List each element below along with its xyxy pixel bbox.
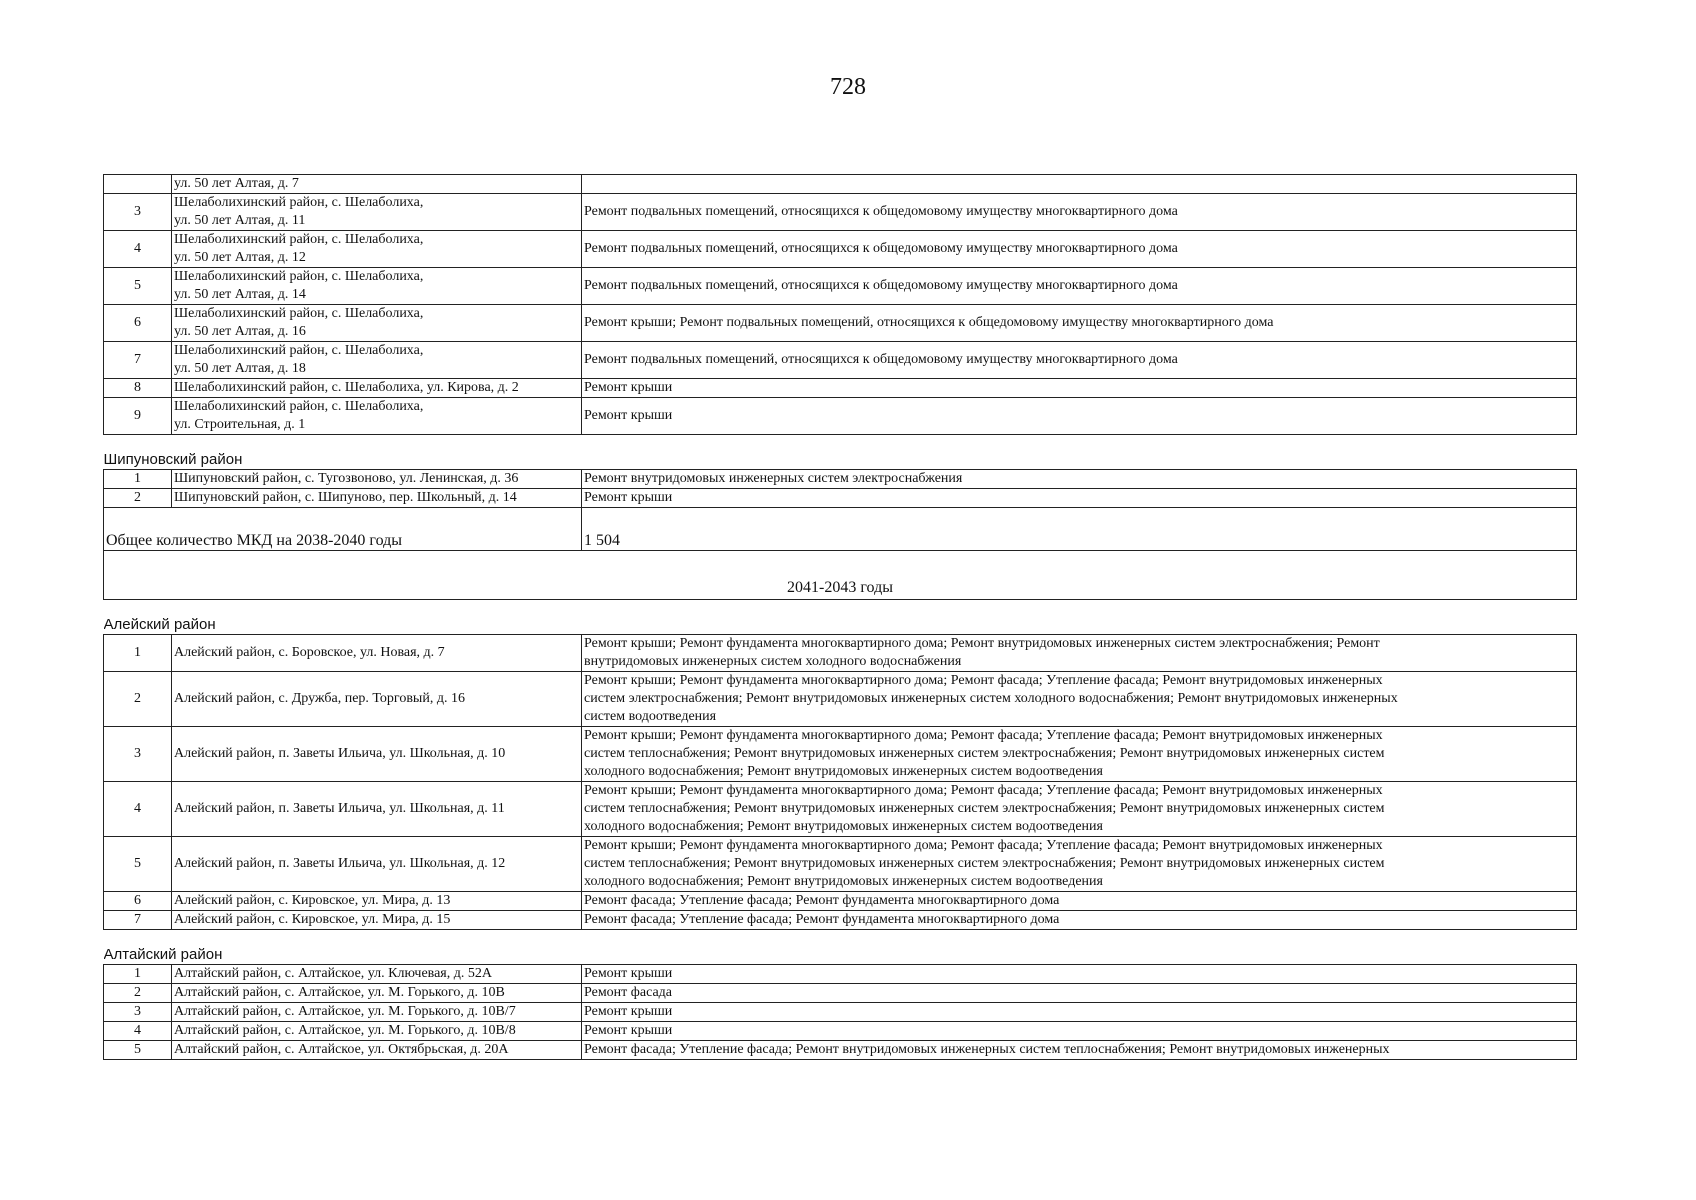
address-cell: Алтайский район, с. Алтайское, ул. М. Горького, д. 10В/8 <box>172 1022 582 1041</box>
table-row <box>104 398 1577 435</box>
work-cell: Ремонт внутридомовых инженерных систем электроснабжения <box>582 470 1577 489</box>
address-cell: Шелаболихинский район, с. Шелаболиха, ул. 50 лет Алтая, д. 14 <box>172 268 582 305</box>
table-row <box>104 1003 1577 1022</box>
address-cell: Алтайский район, с. Алтайское, ул. Ключевая, д. 52А <box>172 965 582 984</box>
address-cell: ул. 50 лет Алтая, д. 7 <box>172 175 582 194</box>
work-cell: Ремонт крыши; Ремонт подвальных помещений, относящихся к общедомовому имуществу многоквартирного дома <box>582 305 1577 342</box>
row-number: 7 <box>104 911 172 930</box>
work-cell: Ремонт фасада; Утепление фасада; Ремонт внутридомовых инженерных систем теплоснабжения; Ремонт внутридомовых инженерных <box>582 1041 1577 1060</box>
row-number: 3 <box>104 1003 172 1022</box>
page-number: 728 <box>830 74 866 100</box>
address-cell: Шелаболихинский район, с. Шелаболиха, ул. Кирова, д. 2 <box>172 379 582 398</box>
row-number: 7 <box>104 342 172 379</box>
table-row <box>104 489 1577 508</box>
period-title: 2041-2043 годы <box>104 551 1577 600</box>
work-cell: Ремонт фасада; Утепление фасада; Ремонт фундамента многоквартирного дома <box>582 911 1577 930</box>
address-cell: Алтайский район, с. Алтайское, ул. Октябрьская, д. 20А <box>172 1041 582 1060</box>
table-row <box>104 782 1577 837</box>
row-number: 2 <box>104 672 172 727</box>
work-cell: Ремонт фасада; Утепление фасада; Ремонт фундамента многоквартирного дома <box>582 892 1577 911</box>
table-row <box>104 231 1577 268</box>
work-cell: Ремонт подвальных помещений, относящихся к общедомовому имуществу многоквартирного дома <box>582 194 1577 231</box>
district-header <box>104 435 1577 470</box>
row-number: 2 <box>104 984 172 1003</box>
address-cell: Алейский район, п. Заветы Ильича, ул. Школьная, д. 10 <box>172 727 582 782</box>
work-cell: Ремонт крыши <box>582 1003 1577 1022</box>
row-number: 3 <box>104 727 172 782</box>
period-header <box>104 551 1577 600</box>
address-cell: Алтайский район, с. Алтайское, ул. М. Горького, д. 10В <box>172 984 582 1003</box>
table-row <box>104 1041 1577 1060</box>
work-cell: Ремонт фасада <box>582 984 1577 1003</box>
row-number: 1 <box>104 635 172 672</box>
table-row <box>104 268 1577 305</box>
table-row <box>104 965 1577 984</box>
table-row <box>104 635 1577 672</box>
row-number: 6 <box>104 892 172 911</box>
row-number: 2 <box>104 489 172 508</box>
address-cell: Алейский район, с. Боровское, ул. Новая, д. 7 <box>172 635 582 672</box>
table-row <box>104 672 1577 727</box>
table-row <box>104 911 1577 930</box>
address-cell: Шипуновский район, с. Тугозвоново, ул. Ленинская, д. 36 <box>172 470 582 489</box>
table-row <box>104 984 1577 1003</box>
row-number: 4 <box>104 1022 172 1041</box>
work-cell: Ремонт крыши; Ремонт фундамента многоквартирного дома; Ремонт фасада; Утепление фасада; Ремонт внутридомовых инженерных систем теплоснабжения; Ремонт внутридомовых инженерных систем электроснабжения; Ремонт внутридомовых инженерных систем холодного водоснабжения; Ремонт внутридомовых инженерных систем водоотведения <box>582 782 1577 837</box>
work-cell: Ремонт крыши; Ремонт фундамента многоквартирного дома; Ремонт фасада; Утепление фасада; Ремонт внутридомовых инженерных систем теплоснабжения; Ремонт внутридомовых инженерных систем электроснабжения; Ремонт внутридомовых инженерных систем холодного водоснабжения; Ремонт внутридомовых инженерных систем водоотведения <box>582 727 1577 782</box>
address-cell: Алейский район, с. Кировское, ул. Мира, д. 15 <box>172 911 582 930</box>
table-row <box>104 379 1577 398</box>
row-number: 6 <box>104 305 172 342</box>
table-row <box>104 837 1577 892</box>
table-row <box>104 470 1577 489</box>
table-row <box>104 342 1577 379</box>
table-row <box>104 892 1577 911</box>
work-cell: Ремонт крыши; Ремонт фундамента многоквартирного дома; Ремонт внутридомовых инженерных систем электроснабжения; Ремонт внутридомовых инженерных систем холодного водоснабжения <box>582 635 1577 672</box>
table-row <box>104 1022 1577 1041</box>
district-title: Шипуновский район <box>104 435 1577 470</box>
work-cell: Ремонт крыши; Ремонт фундамента многоквартирного дома; Ремонт фасада; Утепление фасада; Ремонт внутридомовых инженерных систем теплоснабжения; Ремонт внутридомовых инженерных систем электроснабжения; Ремонт внутридомовых инженерных систем холодного водоснабжения; Ремонт внутридомовых инженерных систем водоотведения <box>582 837 1577 892</box>
table-row <box>104 175 1577 194</box>
work-cell: Ремонт подвальных помещений, относящихся к общедомовому имуществу многоквартирного дома <box>582 268 1577 305</box>
total-row <box>104 508 1577 551</box>
row-number: 1 <box>104 470 172 489</box>
address-cell: Алейский район, с. Кировское, ул. Мира, д. 13 <box>172 892 582 911</box>
work-cell: Ремонт крыши <box>582 965 1577 984</box>
address-cell: Шелаболихинский район, с. Шелаболиха, ул. 50 лет Алтая, д. 16 <box>172 305 582 342</box>
address-cell: Шелаболихинский район, с. Шелаболиха, ул. 50 лет Алтая, д. 11 <box>172 194 582 231</box>
row-number: 4 <box>104 782 172 837</box>
work-cell: Ремонт крыши <box>582 398 1577 435</box>
district-header <box>104 930 1577 965</box>
work-cell: Ремонт подвальных помещений, относящихся к общедомовому имуществу многоквартирного дома <box>582 342 1577 379</box>
work-cell: Ремонт крыши <box>582 1022 1577 1041</box>
row-number: 4 <box>104 231 172 268</box>
table-row <box>104 727 1577 782</box>
district-title: Алейский район <box>104 600 1577 635</box>
row-number: 5 <box>104 1041 172 1060</box>
register-table <box>103 174 1576 1060</box>
address-cell: Алейский район, п. Заветы Ильича, ул. Школьная, д. 12 <box>172 837 582 892</box>
address-cell: Шелаболихинский район, с. Шелаболиха, ул. Строительная, д. 1 <box>172 398 582 435</box>
address-cell: Шелаболихинский район, с. Шелаболиха, ул. 50 лет Алтая, д. 18 <box>172 342 582 379</box>
district-header <box>104 600 1577 635</box>
work-cell: Ремонт крыши <box>582 379 1577 398</box>
table-row <box>104 194 1577 231</box>
address-cell: Алейский район, п. Заветы Ильича, ул. Школьная, д. 11 <box>172 782 582 837</box>
district-title: Алтайский район <box>104 930 1577 965</box>
address-cell: Шипуновский район, с. Шипуново, пер. Школьный, д. 14 <box>172 489 582 508</box>
row-number: 5 <box>104 837 172 892</box>
row-number: 1 <box>104 965 172 984</box>
table-row <box>104 305 1577 342</box>
row-number: 5 <box>104 268 172 305</box>
total-label: Общее количество МКД на 2038-2040 годы <box>104 508 582 551</box>
work-cell: Ремонт крыши <box>582 489 1577 508</box>
address-cell: Алейский район, с. Дружба, пер. Торговый, д. 16 <box>172 672 582 727</box>
row-number: 9 <box>104 398 172 435</box>
work-cell: Ремонт крыши; Ремонт фундамента многоквартирного дома; Ремонт фасада; Утепление фасада; Ремонт внутридомовых инженерных систем электроснабжения; Ремонт внутридомовых инженерных систем холодного водоснабжения; Ремонт внутридомовых инженерных систем водоотведения <box>582 672 1577 727</box>
row-number: 8 <box>104 379 172 398</box>
address-cell: Шелаболихинский район, с. Шелаболиха, ул. 50 лет Алтая, д. 12 <box>172 231 582 268</box>
row-number: 3 <box>104 194 172 231</box>
address-cell: Алтайский район, с. Алтайское, ул. М. Горького, д. 10В/7 <box>172 1003 582 1022</box>
total-value: 1 504 <box>582 508 1577 551</box>
work-cell: Ремонт подвальных помещений, относящихся к общедомовому имуществу многоквартирного дома <box>582 231 1577 268</box>
